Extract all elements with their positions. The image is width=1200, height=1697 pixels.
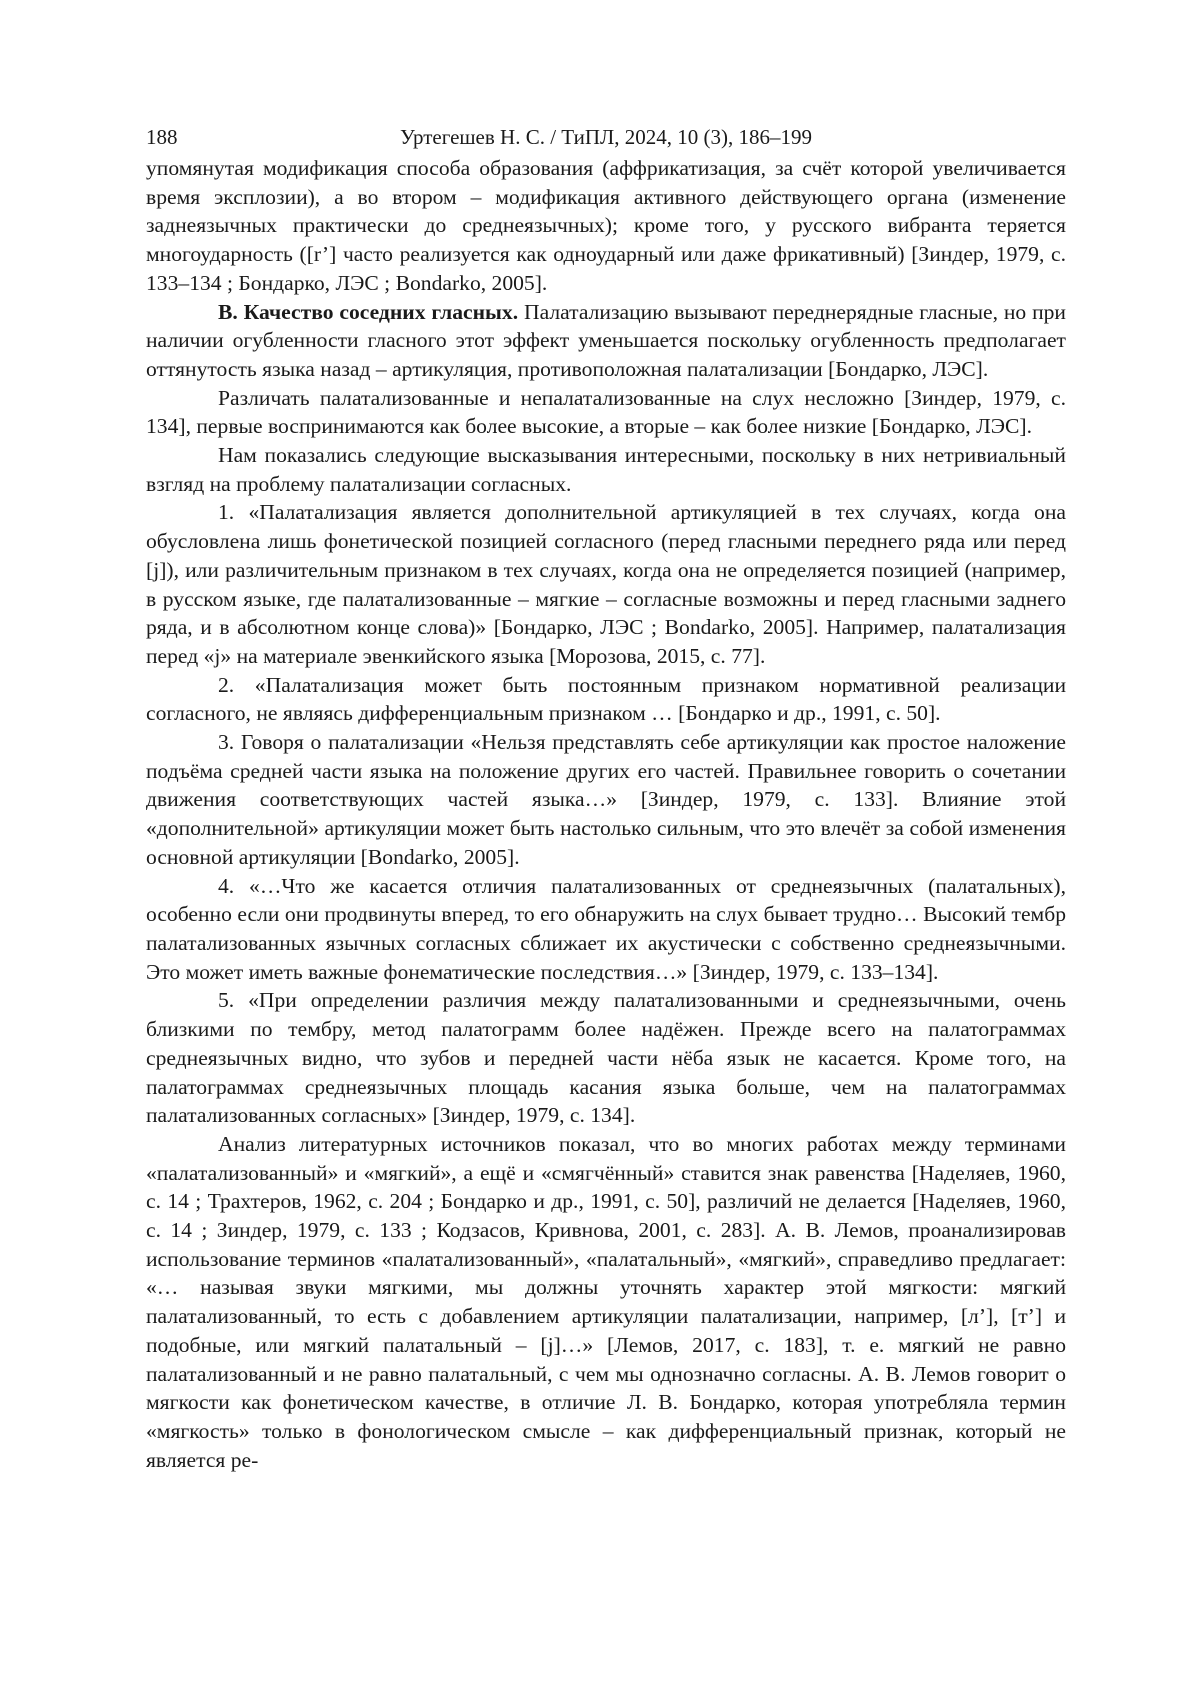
list-item-1 — [146, 498, 1066, 670]
list-item-3 — [146, 728, 1066, 872]
paragraph-statements-intro — [146, 441, 1066, 498]
list-item-5 — [146, 986, 1066, 1130]
page-header — [146, 120, 1066, 154]
paragraph-literature-analysis — [146, 1130, 1066, 1474]
paragraph-perception — [146, 384, 1066, 441]
paragraph-text: Нам показались следующие высказывания интересными, поскольку в них нетривиальный взгляд на проблему палатализации согласных. — [146, 443, 1066, 496]
paragraph-text: 3. Говоря о палатализации «Нельзя представлять себе артикуляции как простое наложение подъёма средней части языка на положение других его частей. Правильнее говорить о сочетании движения соответствующих частей языка…» [Зиндер, 1979, с. 133]. Влияние этой «дополнительной» артикуляции может быть настолько сильным, что это влечёт за собой изменения основной артикуляции [Bondarko, 2005]. — [146, 730, 1066, 869]
paragraph-text: Анализ литературных источников показал, что во многих работах между терминами «палатализованный» и «мягкий», а ещё и «смягчённый» ставится знак равенства [Наделяев, 1960, с. 14 ; Трахтеров, 1962, с. 204 ; Бондарко и др., 1991, с. 50], различий не делается [Наделяев, 1960, с. 14 ; Зиндер, 1979, с. 133 ; Кодзасов, Кривнова, 2001, с. 283]. А. В. Лемов, проанализировав использование терминов «палатализованный», «палатальный», «мягкий», справедливо предлагает: «… называя звуки мягкими, мы должны уточнять характер этой мягкости: мягкий палатализованный, то есть с добавлением артикуляции палатализации, например, [л’], [т’] и подобные, или мягкий палатальный – [j]…» [Лемов, 2017, с. 183], т. е. мягкий не равно палатализованный и не равно палатальный, с чем мы однозначно согласны. А. В. Лемов говорит о мягкости как фонетическом качестве, в отличие Л. В. Бондарко, которая употребляла термин «мягкость» только в фонологическом смысле – как дифференциальный признак, который не является ре- — [146, 1131, 1066, 1472]
document-page — [146, 120, 1066, 1474]
paragraph-text: 1. «Палатализация является дополнительной артикуляцией в тех случаях, когда она обусловлена лишь фонетической позицией согласного (перед гласными переднего ряда или перед [j]), или различительным признаком в тех случаях, когда она не определяется позицией (например, в русском языке, где палатализованные – мягкие – согласные возможны и перед гласными заднего ряда, и в абсолютном конце слова)» [Бондарко, ЛЭС ; Bondarko, 2005]. Например, палатализация перед «j» на материале эвенкийского языка [Морозова, 2015, с. 77]. — [146, 500, 1066, 668]
paragraph-vowel-quality — [146, 298, 1066, 384]
list-item-4 — [146, 872, 1066, 987]
paragraph-text: 5. «При определении различия между палатализованными и среднеязычными, очень близкими по тембру, метод палатограмм более надёжен. Прежде всего на палатограммах среднеязычных видно, что зубов и передней части нёба язык не касается. Кроме того, на палатограммах среднеязычных площадь касания языка больше, чем на палатограммах палатализованных согласных» [Зиндер, 1979, с. 134]. — [146, 988, 1066, 1128]
paragraph-text: 4. «…Что же касается отличия палатализованных от среднеязычных (палатальных), особенно если они продвинуты вперед, то его обнаружить на слух бывает трудно… Высокий тембр палатализованных язычных согласных сближает их акустически с собственно среднеязычными. Это может иметь важные фонематические последствия…» [Зиндер, 1979, с. 133–134]. — [146, 873, 1066, 984]
paragraph-continuation — [146, 154, 1066, 298]
page-number: 188 — [146, 125, 178, 149]
paragraph-text: упомянутая модификация способа образования (аффрикатизация, за счёт которой увеличивается время эксплозии), а во втором – модификация активного действующего органа (изменение заднеязычных практически до среднеязычных); кроме того, у русского вибранта теряется многоударность ([r’] часто реализуется как одноударный или даже фрикативный) [Зиндер, 1979, с. 133–134 ; Бондарко, ЛЭС ; Bondarko, 2005]. — [146, 156, 1066, 295]
paragraph-text: Палатализацию вызывают переднерядные гласные, но при наличии огубленности гласного этот эффект уменьшается поскольку огубленность предполагает оттянутость языка назад – артикуляция, противоположная палатализации [Бондарко, ЛЭС]. — [146, 299, 1066, 381]
list-item-2 — [146, 671, 1066, 728]
running-head: Уртегешев Н. С. / ТиПЛ, 2024, 10 (3), 186–199 — [399, 125, 812, 149]
paragraph-text: 2. «Палатализация может быть постоянным признаком нормативной реализации согласного, не являясь дифференциальным признаком … [Бондарко и др., 1991, с. 50]. — [146, 672, 1066, 726]
section-lead: B. Качество соседних гласных. — [218, 299, 519, 324]
paragraph-text: Различать палатализованные и непалатализованные на слух несложно [Зиндер, 1979, с. 134], первые воспринимаются как более высокие, а вторые – как более низкие [Бондарко, ЛЭС]. — [146, 385, 1066, 439]
body-text — [146, 154, 1066, 1474]
